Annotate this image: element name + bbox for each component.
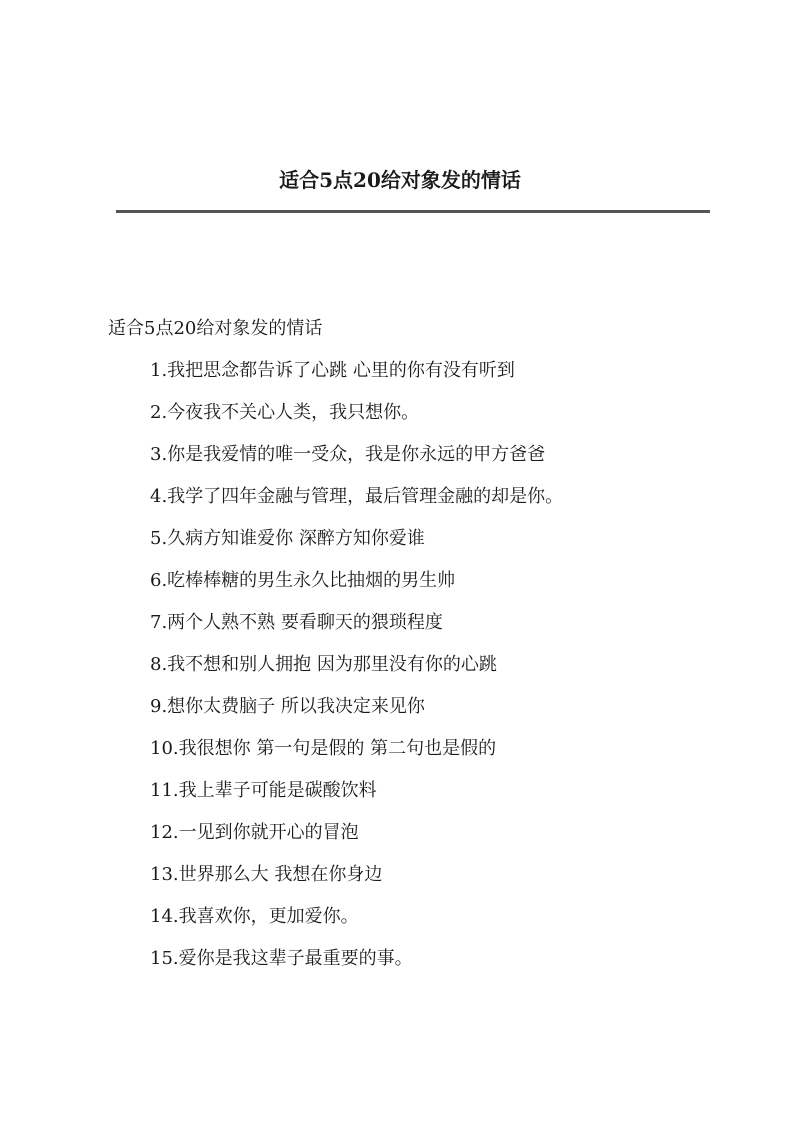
list-item: 14.我喜欢你，更加爱你。: [150, 906, 359, 927]
list-item: 7.两个人熟不熟 要看聊天的猥琐程度: [150, 612, 443, 633]
list-item: 3.你是我爱情的唯一受众，我是你永远的甲方爸爸: [150, 444, 546, 465]
list-item: 10.我很想你 第一句是假的 第二句也是假的: [150, 738, 497, 759]
list-item: 1.我把思念都告诉了心跳 心里的你有没有听到: [150, 360, 515, 381]
list-item: 6.吃棒棒糖的男生永久比抽烟的男生帅: [150, 570, 456, 591]
document-heading: 适合5点20给对象发的情话: [108, 318, 323, 339]
list-item: 12.一见到你就开心的冒泡: [150, 822, 359, 843]
list-item: 11.我上辈子可能是碳酸饮料: [150, 780, 377, 801]
list-item: 15.爱你是我这辈子最重要的事。: [150, 948, 413, 969]
list-item: 13.世界那么大 我想在你身边: [150, 864, 383, 885]
title-divider: [116, 210, 710, 213]
list-item: 5.久病方知谁爱你 深醉方知你爱谁: [150, 528, 425, 549]
list-item: 4.我学了四年金融与管理，最后管理金融的却是你。: [150, 486, 564, 507]
list-item: 8.我不想和别人拥抱 因为那里没有你的心跳: [150, 654, 497, 675]
quote-list: [150, 356, 563, 986]
list-item: 9.想你太费脑子 所以我决定来见你: [150, 696, 425, 717]
page-title: 适合5点20给对象发的情话: [279, 168, 521, 192]
list-item: 2.今夜我不关心人类，我只想你。: [150, 402, 420, 423]
